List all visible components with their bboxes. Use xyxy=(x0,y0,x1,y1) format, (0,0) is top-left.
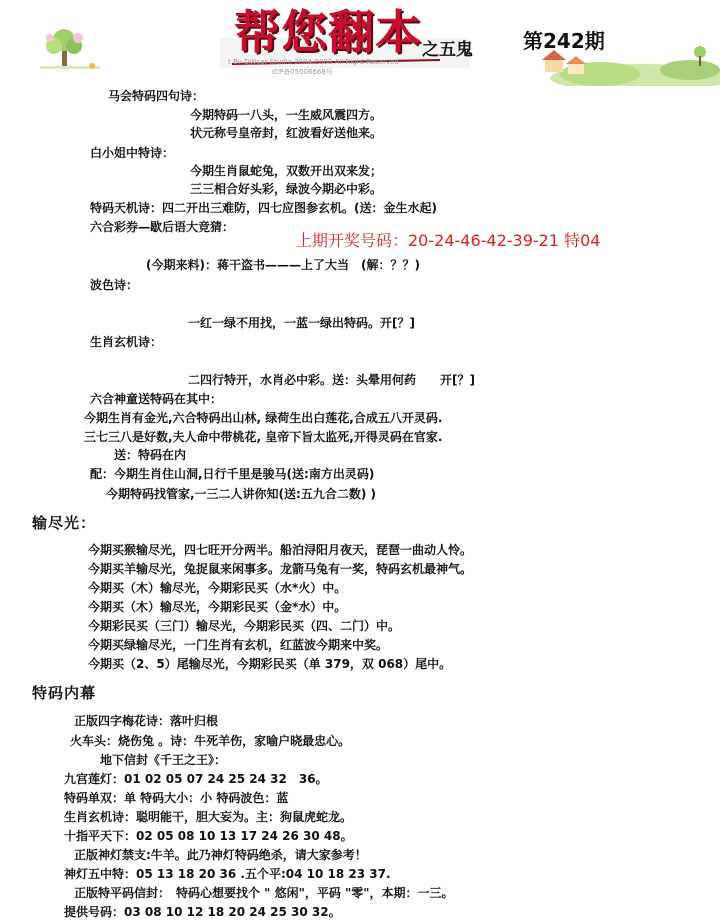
text-line: 火车头：烧伤兔 。诗：牛死羊伤，家喻户晓最忠心。 xyxy=(70,734,351,748)
section-title: 输尽光： xyxy=(32,514,97,532)
text-line: 九宫莲灯：01 02 05 07 24 25 24 32 36。 xyxy=(64,772,328,786)
text-line: 正版四字梅花诗：落叶归根 xyxy=(74,714,219,728)
section-heading: 马会特码四句诗： xyxy=(108,89,205,103)
poem-line: 三三相合好头彩，绿波今期必中彩。 xyxy=(190,182,383,196)
section-heading: 六合神童送特码在其中： xyxy=(90,392,223,406)
text-line: 今期彩民买（三门）输尽光，今期彩民买（四、二门）中。 xyxy=(88,619,401,633)
section-heading: 波色诗： xyxy=(90,278,139,292)
section-heading: 生肖玄机诗： xyxy=(90,335,163,349)
text-line: 地下信封《千王之王》： xyxy=(100,753,227,767)
issue-number: 第242期 xyxy=(523,29,605,53)
text-line: 三七三八是好数,夫人命中带桃花, 皇帝下旨太监死,开得灵码在官家. xyxy=(84,430,443,444)
text-line: 今期买（2、5）尾输尽光，今期彩民买（单 379，双 068）尾中。 xyxy=(88,657,452,671)
logo-text: 帮您翻本 xyxy=(234,5,422,59)
fine-print-1: t By DWcar Studio 2004-2008 All Right Reserved xyxy=(228,58,399,66)
last-draw-result: 上期开奖号码：20-24-46-42-39-21 特04 xyxy=(296,231,601,250)
section-heading: 六合彩券—歇后语大竞猜： xyxy=(90,220,235,234)
text-line: 正版特平码信封： 特码心想要找个 " 悠闲"，平码 "零"，本期：一三。 xyxy=(74,886,454,900)
poem-line: 状元称号皇帝封，红波看好送他来。 xyxy=(190,126,383,140)
text-line: 今期生肖有金光,六合特码出山林, 绿荷生出白莲花,合成五八开灵码. xyxy=(84,411,443,425)
text-line: 一红一绿不用找，一蓝一绿出特码。开[？] xyxy=(188,316,415,330)
logo-suffix: 之五鬼 xyxy=(422,40,473,60)
text-line: 今期买羊输尽光，兔捉鼠来闲事多。龙箭马兔有一奖，特码玄机最神气。 xyxy=(88,562,473,576)
text-line: 生肖玄机诗：聪明能干，胆大妄为。主：狗鼠虎蛇龙。 xyxy=(64,810,353,824)
section-title: 特码内幕 xyxy=(32,684,97,702)
text-line: 特码单双：单 特码大小：小 特码波色：蓝 xyxy=(64,791,289,805)
text-line: 送：特码在内 xyxy=(114,448,187,462)
text-line: 今期买猴输尽光，四七旺开分两半。船泊浔阳月夜天，琵琶一曲动人怜。 xyxy=(88,543,473,557)
text-line: 配：今期生肖住山洞,日行千里是骏马(送:南方出灵码) xyxy=(90,467,375,481)
text-line: 今期买（木）输尽光，今期彩民买（水*火）中。 xyxy=(88,581,347,595)
text-line: (今期来料)：蒋干盗书———上了大当 (解：？？) xyxy=(146,258,420,272)
text-line: 正版神灯禁支:牛羊。此乃神灯特码绝杀，请大家参考！ xyxy=(74,848,367,862)
fine-print-2: ICP备05006668号 xyxy=(272,68,333,76)
text-line: 今期买（木）输尽光，今期彩民买（金*水）中。 xyxy=(88,600,347,614)
poem-line: 今期特码一八头，一生威风震四方。 xyxy=(190,108,383,122)
text-line: 今期买绿输尽光，一门生肖有玄机，红蓝波今期来中奖。 xyxy=(88,638,389,652)
text-line: 提供号码：03 08 10 12 18 20 24 25 30 32。 xyxy=(64,905,341,919)
tree-illustration xyxy=(40,29,100,69)
poem-line: 今期生肖鼠蛇兔，双数开出双来发； xyxy=(190,164,383,178)
section-heading: 白小姐中特诗： xyxy=(90,146,175,160)
text-line: 二四行特开，水肖必中彩。送：头晕用何药 开[？] xyxy=(188,373,475,387)
text-line: 今期特码找管家,一三二人讲你知(送:五九合二数) ) xyxy=(106,487,376,501)
text-line: 十指平天下：02 05 08 10 13 17 24 26 30 48。 xyxy=(64,829,353,843)
text-line: 特码天机诗：四二开出三难防，四七应图参玄机。(送：金生水起) xyxy=(90,201,437,215)
text-line: 神灯五中特：05 13 18 20 36 .五个平:04 10 18 23 37. xyxy=(64,867,391,881)
